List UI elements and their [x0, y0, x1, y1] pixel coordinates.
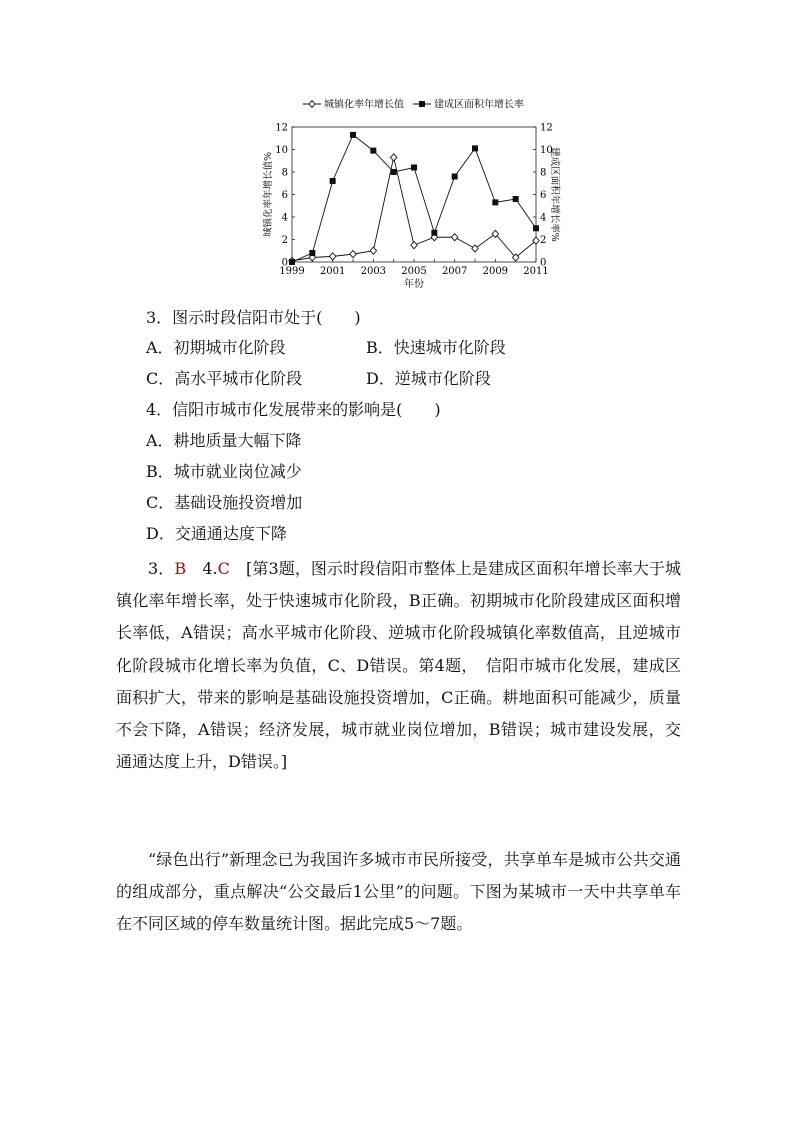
series-2-point: [350, 132, 356, 138]
x-axis-label: 年份: [404, 279, 424, 290]
series-2-point: [330, 178, 336, 184]
y-tick-label-left: 12: [275, 122, 288, 134]
question-3-option-a: A．初期城市化阶段: [146, 338, 286, 357]
series-2-point: [391, 169, 397, 175]
answer-4-prefix: 4.: [186, 559, 218, 578]
legend-marker-diamond: [309, 101, 315, 108]
answer-explanation: [116, 553, 681, 778]
x-tick-label: 2009: [482, 266, 509, 277]
question-3-option-d: D．逆城市化阶段: [366, 369, 491, 388]
question-3-option-b: B．快速城市化阶段: [366, 338, 506, 357]
y-tick-label-right: 8: [540, 167, 547, 179]
y-tick-label-right: 0: [540, 257, 547, 269]
x-tick-label: 2011: [523, 266, 549, 277]
y-tick-label-right: 10: [540, 145, 553, 156]
series-2-point: [492, 199, 498, 205]
y-tick-label-left: 6: [281, 190, 288, 201]
series-2-point: [472, 145, 478, 151]
y-tick-label-right: 12: [540, 122, 553, 134]
series-2-point: [309, 250, 315, 256]
legend-marker-square: [419, 101, 425, 107]
series-1-point: [390, 154, 396, 161]
y-tick-label-left: 0: [281, 257, 288, 269]
series-2-point: [431, 230, 437, 236]
y-tick-label-right: 2: [540, 235, 547, 246]
y-tick-label-left: 8: [281, 167, 288, 179]
question-4-option-c: C．基础设施投资增加: [146, 493, 303, 512]
legend-label-1: 城镇化率年增长值: [324, 99, 404, 111]
question-4-stem: 4．信阳市城市化发展带来的影响是( ): [146, 400, 441, 419]
question-4-option-b: B．城市就业岗位减少: [146, 462, 302, 481]
series-1-point: [350, 251, 356, 258]
y-tick-label-left: 10: [275, 145, 288, 156]
question-3-stem: 3．图示时段信阳市处于( ): [146, 308, 361, 327]
question-4-option-d: D．交通通达度下降: [146, 524, 287, 543]
y-axis-label-left: 城镇化率年增长值%: [263, 151, 274, 238]
answer-text: [第3题，图示时段信阳市整体上是建成区面积年增长率大于城镇化率年增长率，处于快速城市化阶段，B正确。初期城市化阶段建成区面积增长率低，A错误；高水平城市化阶段、逆城市化阶段城镇化率数值高，且逆城市化阶段城市化增长率为负值，C、D错误。第4题， 信阳市城市化发展，建成区面积扩大，带来的影响是基础设施投资增加，C正确。耕地面积可能减少，质量不会下降，A错误；经济发展，城市就业岗位增加，B错误；城市建设发展，交通通达度上升，D错误。]: [116, 559, 681, 772]
legend-label-2: 建成区面积年增长率: [434, 99, 524, 111]
y-axis-label-right: 建成区面积年增长率%: [549, 147, 560, 242]
answer-3: B: [174, 559, 187, 578]
question-3-option-c: C．高水平城市化阶段: [146, 369, 303, 388]
series-2-point: [411, 165, 417, 171]
intro-text: “绿色出行”新理念已为我国许多城市市民所接受，共享单车是城市公共交通的组成部分，重点解决“公交最后1公里”的问题。下图为某城市一天中共享单车在不同区域的停车数量统计图。据此完成5～7题。: [116, 850, 681, 934]
x-tick-label: 2007: [441, 266, 468, 277]
series-2-point: [289, 259, 295, 265]
series-1-point: [329, 253, 335, 260]
y-tick-label-left: 4: [281, 212, 288, 224]
y-tick-label-left: 2: [281, 235, 288, 246]
series-1-point: [472, 245, 478, 252]
answer-4: C: [217, 559, 230, 578]
series-1-point: [411, 242, 417, 249]
series-1-point: [370, 247, 376, 254]
intro-paragraph: [116, 844, 681, 941]
series-2-point: [533, 225, 539, 231]
question-4-option-a: A．耕地质量大幅下降: [146, 431, 302, 450]
line-chart: [255, 92, 560, 297]
answer-prefix: 3．: [148, 559, 175, 578]
y-tick-label-right: 4: [540, 212, 547, 224]
series-2-point: [513, 196, 519, 202]
series-1-point: [533, 237, 539, 244]
x-tick-label: 2005: [401, 266, 427, 277]
series-1-point: [451, 234, 457, 241]
series-2-point: [370, 148, 376, 154]
y-tick-label-right: 6: [540, 190, 547, 201]
x-tick-label: 2003: [360, 266, 387, 277]
x-tick-label: 1999: [279, 266, 305, 277]
series-2-point: [452, 174, 458, 180]
x-tick-label: 2001: [319, 266, 346, 277]
